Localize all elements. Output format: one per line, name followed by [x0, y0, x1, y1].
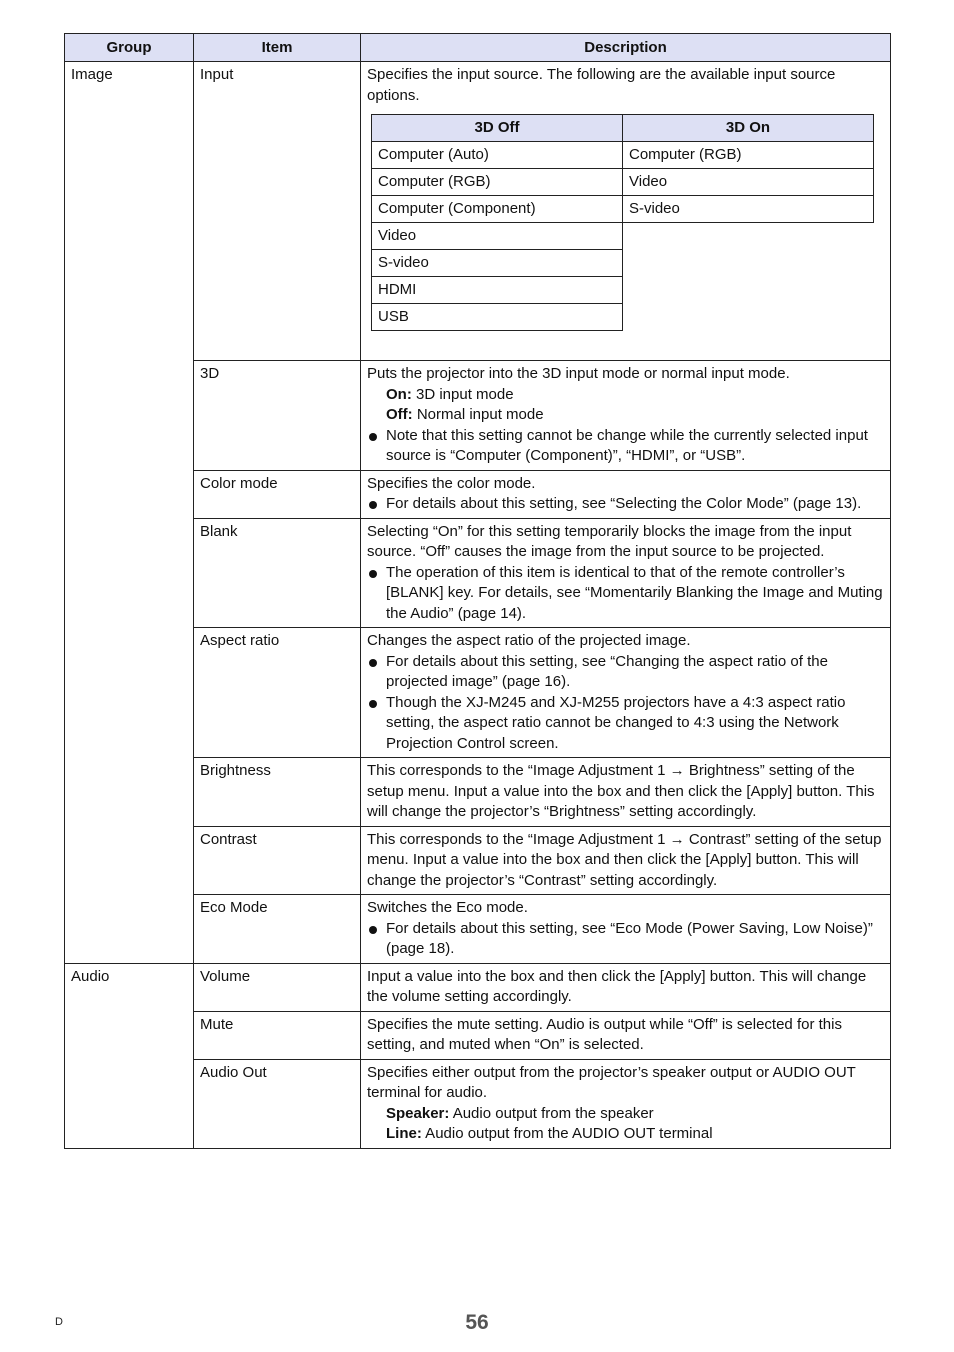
- group-cell-audio: Audio: [65, 963, 194, 1148]
- definition-term: On:: [386, 385, 412, 403]
- description-cell: [361, 361, 891, 471]
- bullet-note: For details about this setting, see “Eco Mode (Power Saving, Low Noise)” (page 18).: [367, 919, 884, 960]
- header-description: Description: [361, 34, 891, 62]
- description-cell: [361, 826, 891, 895]
- definition-term: Line:: [386, 1125, 422, 1142]
- description-cell: [361, 62, 891, 361]
- source-cell: Video: [623, 169, 874, 196]
- description-text: Selecting “On” for this setting temporarily blocks the image from the input source. “Off” causes the image from the input source to be projected.: [367, 522, 852, 560]
- description-cell: [361, 963, 891, 1011]
- description-text: This corresponds to the “Image Adjustment 1 → Contrast” setting of the setup menu. Input a value into the box and then click the [Apply] button. This will change the projector’s “Contrast” setting accordingly.: [367, 830, 882, 889]
- source-cell: Computer (Auto): [372, 142, 623, 169]
- description-cell: [361, 895, 891, 964]
- item-cell: Blank: [194, 518, 361, 628]
- definition-text: Audio output from the AUDIO OUT terminal: [421, 1125, 713, 1142]
- bullet-note: Note that this setting cannot be change while the currently selected input source is “Computer (Component)”, “HDMI”, or “USB”.: [367, 426, 884, 467]
- definition: [367, 385, 884, 406]
- input-source-tables: [367, 114, 884, 346]
- source-cell: Computer (RGB): [372, 169, 623, 196]
- definition: [367, 1124, 884, 1145]
- source-cell: S-video: [372, 250, 623, 277]
- definition: [367, 1104, 884, 1125]
- page-number: 56: [465, 1311, 489, 1334]
- description-cell: [361, 518, 891, 628]
- definition-term: Off:: [386, 406, 413, 423]
- input-sources-3d-on: [622, 114, 874, 223]
- bullet-note: Though the XJ-M245 and XJ-M255 projectors have a 4:3 aspect ratio setting, the aspect ratio cannot be changed to 4:3 using the Network Projection Control screen.: [367, 693, 884, 755]
- description-text: Specifies the input source. The following are the available input source options.: [367, 66, 836, 104]
- item-cell: Brightness: [194, 758, 361, 827]
- description-text: Specifies either output from the projector’s speaker output or AUDIO OUT terminal for audio.: [367, 1063, 856, 1101]
- description-text: Switches the Eco mode.: [367, 899, 528, 916]
- item-cell: Volume: [194, 963, 361, 1011]
- item-cell: Audio Out: [194, 1059, 361, 1148]
- description-text: Changes the aspect ratio of the projected image.: [367, 632, 691, 649]
- header-3d-on: 3D On: [623, 115, 874, 142]
- item-cell: Input: [194, 62, 361, 361]
- definition-term: Speaker:: [386, 1104, 450, 1122]
- description-text: Specifies the color mode.: [367, 474, 536, 492]
- item-cell: 3D: [194, 361, 361, 471]
- item-cell: Mute: [194, 1011, 361, 1059]
- table-row: [65, 963, 891, 1011]
- header-3d-off: 3D Off: [372, 115, 623, 142]
- bullet-note: For details about this setting, see “Changing the aspect ratio of the projected image” (page 16).: [367, 652, 884, 693]
- definition-text: Normal input mode: [412, 406, 544, 423]
- source-cell: Video: [372, 223, 623, 250]
- description-text: Input a value into the box and then click the [Apply] button. This will change the volume setting accordingly.: [367, 967, 867, 1005]
- item-cell: Aspect ratio: [194, 628, 361, 758]
- definition-text: 3D input mode: [411, 385, 514, 403]
- settings-table: [64, 33, 891, 1149]
- description-text: Puts the projector into the 3D input mode or normal input mode.: [367, 365, 790, 382]
- source-cell: HDMI: [372, 277, 623, 304]
- source-cell: USB: [372, 304, 623, 331]
- description-cell: [361, 1011, 891, 1059]
- description-cell: [361, 628, 891, 758]
- description-cell: [361, 470, 891, 518]
- item-cell: Contrast: [194, 826, 361, 895]
- source-cell: Computer (RGB): [623, 142, 874, 169]
- input-sources-3d-off: [371, 114, 623, 331]
- description-cell: [361, 1059, 891, 1148]
- table-header-row: [65, 34, 891, 62]
- header-group: Group: [65, 34, 194, 62]
- description-cell: [361, 758, 891, 827]
- table-row: [65, 62, 891, 361]
- footer-mark: D: [55, 1316, 63, 1328]
- group-cell-image: Image: [65, 62, 194, 964]
- item-cell: Color mode: [194, 470, 361, 518]
- item-cell: Eco Mode: [194, 895, 361, 964]
- source-cell: Computer (Component): [372, 196, 623, 223]
- definition: [367, 405, 884, 426]
- description-text: Specifies the mute setting. Audio is output while “Off” is selected for this setting, and muted when “On” is selected.: [367, 1015, 842, 1053]
- header-item: Item: [194, 34, 361, 62]
- source-cell: S-video: [623, 196, 874, 223]
- bullet-note: For details about this setting, see “Selecting the Color Mode” (page 13).: [367, 494, 884, 515]
- description-text: This corresponds to the “Image Adjustment 1 → Brightness” setting of the setup menu. Input a value into the box and then click the [Apply] button. This will change the projector’s “Brightness” setting accordingly.: [367, 762, 875, 820]
- definition-text: Audio output from the speaker: [449, 1104, 654, 1122]
- bullet-note: The operation of this item is identical to that of the remote controller’s [BLANK] key. For details, see “Momentarily Blanking the Image and Muting the Audio” (page 14).: [367, 563, 884, 625]
